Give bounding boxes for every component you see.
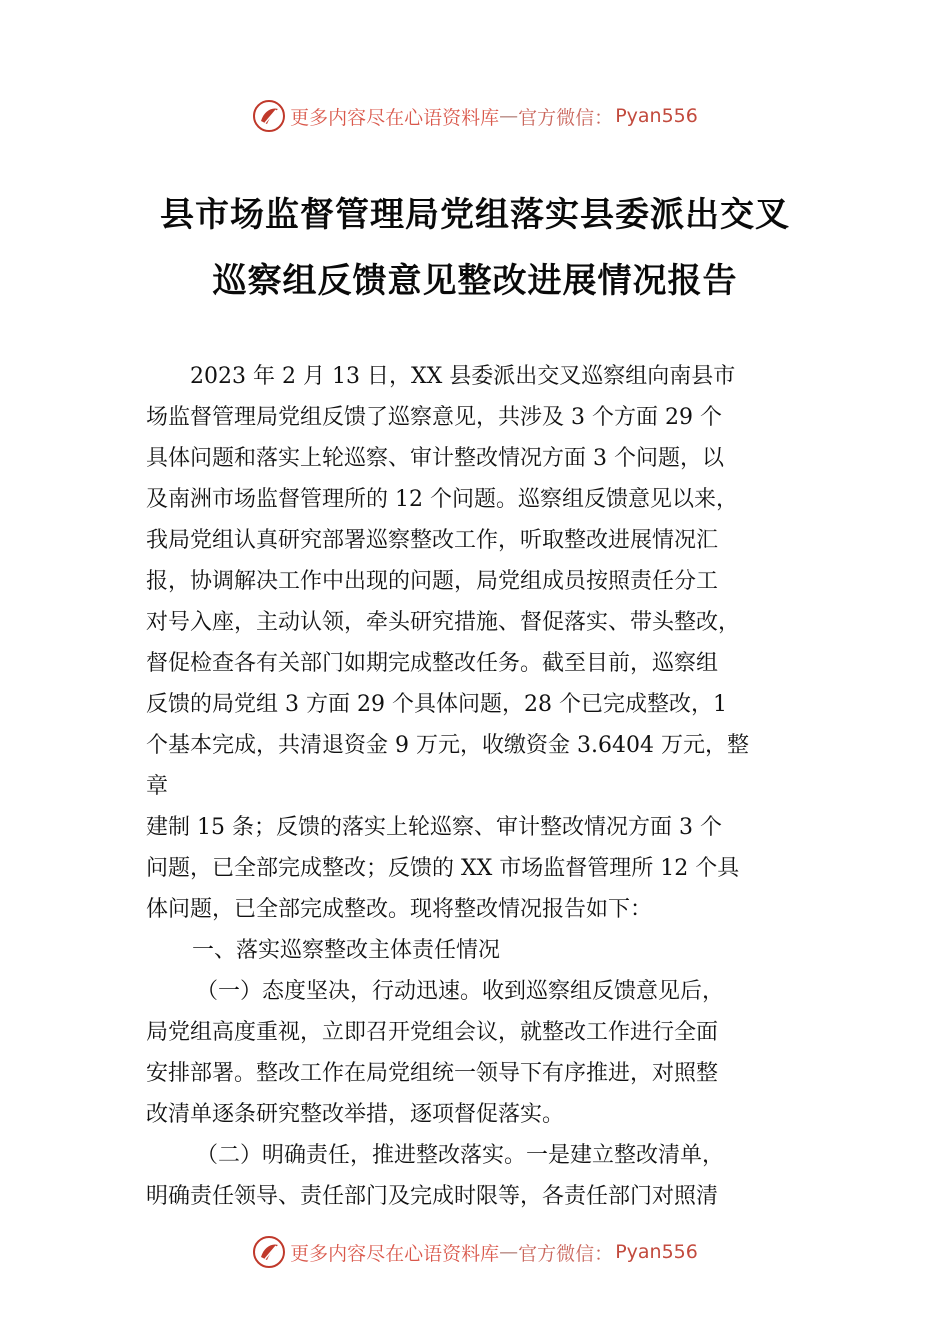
watermark-separator: —: [499, 105, 519, 127]
body-line: 明确责任领导、责任部门及完成时限等，各责任部门对照清: [146, 1184, 719, 1209]
body-line: 改清单逐条研究整改举措，逐项督促落实。: [146, 1102, 565, 1127]
document-body: [146, 356, 806, 1217]
watermark-footer: [0, 1232, 950, 1272]
body-line: 体问题，已全部完成整改。现将整改情况报告如下：: [146, 897, 653, 922]
title-line-2: 巡察组反馈意见整改进展情况报告: [212, 261, 738, 301]
body-line: 个基本完成，共清退资金 9 万元，收缴资金 3.6404 万元，整: [146, 733, 749, 758]
title-line-1: 县市场监督管理局党组落实县委派出交叉: [160, 195, 790, 235]
document-title: [100, 182, 850, 314]
body-line: 反馈的局党组 3 方面 29 个具体问题，28 个已完成整改，1: [146, 692, 727, 717]
quill-logo-icon: [252, 1235, 286, 1269]
watermark-wechat-label: 官方微信：: [518, 1242, 614, 1265]
watermark-wechat-id: Pyan556: [615, 1241, 698, 1263]
body-line: 局党组高度重视，立即召开党组会议，就整改工作进行全面: [146, 1020, 719, 1045]
body-line: 章: [146, 774, 169, 799]
body-line: 报，协调解决工作中出现的问题，局党组成员按照责任分工: [146, 569, 719, 594]
watermark-wechat-label: 官方微信：: [518, 106, 614, 129]
watermark-text: 更多内容尽在心语资料库: [290, 106, 500, 129]
body-line: 问题，已全部完成整改；反馈的 XX 市场监督管理所 12 个具: [146, 856, 740, 881]
quill-logo-icon: [252, 99, 286, 133]
body-line: 具体问题和落实上轮巡察、审计整改情况方面 3 个问题，以: [146, 446, 724, 471]
subsection-heading: （二）明确责任，推进整改落实。一是建立整改清单，: [196, 1143, 725, 1168]
section-heading: 一、落实巡察整改主体责任情况: [192, 938, 501, 963]
body-line: 及南洲市场监督管理所的 12 个问题。巡察组反馈意见以来，: [146, 487, 738, 512]
body-line: 我局党组认真研究部署巡察整改工作，听取整改进展情况汇: [146, 528, 719, 553]
body-line: 2023 年 2 月 13 日，XX 县委派出交叉巡察组向南县市: [190, 364, 736, 389]
watermark-wechat-id: Pyan556: [615, 105, 698, 127]
watermark-separator: —: [499, 1241, 519, 1263]
subsection-heading: （一）态度坚决，行动迅速。收到巡察组反馈意见后，: [196, 979, 725, 1004]
body-line: 对号入座，主动认领，牵头研究措施、督促落实、带头整改，: [146, 610, 741, 635]
watermark-text: 更多内容尽在心语资料库: [290, 1242, 500, 1265]
body-line: 场监督管理局党组反馈了巡察意见，共涉及 3 个方面 29 个: [146, 405, 722, 430]
body-line: 建制 15 条；反馈的落实上轮巡察、审计整改情况方面 3 个: [146, 815, 722, 840]
body-line: 安排部署。整改工作在局党组统一领导下有序推进，对照整: [146, 1061, 719, 1086]
watermark-header: [0, 96, 950, 136]
body-line: 督促检查各有关部门如期完成整改任务。截至目前，巡察组: [146, 651, 719, 676]
